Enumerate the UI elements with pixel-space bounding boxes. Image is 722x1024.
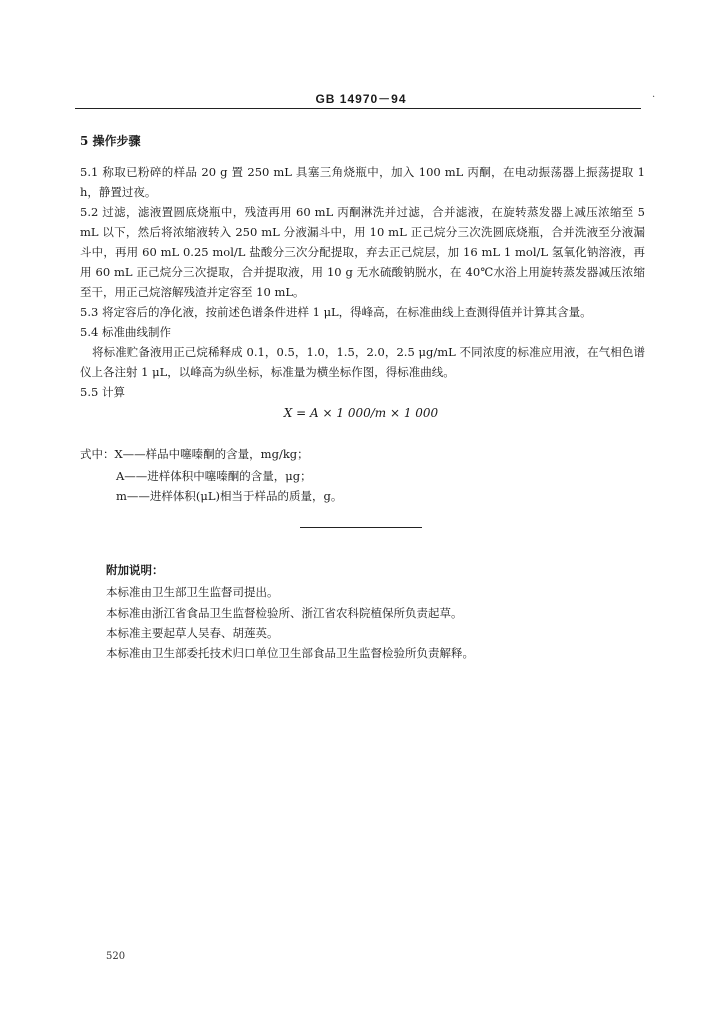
legend-line-m: m——进样体积(μL)相当于样品的质量，g。 [116,489,343,503]
page-number: 520 [106,951,126,962]
notes-title: 附加说明： [106,563,164,577]
header-rule [75,108,641,109]
calculation-formula: X = A × 1 000/m × 1 000 [283,406,439,420]
note-line: 本标准由浙江省食品卫生监督检验所、浙江省农科院植保所负责起草。 [106,606,463,620]
legend-line-a: A——进样体积中噻嗪酮的含量，μg； [116,469,312,483]
corner-mark: · [652,92,656,103]
note-line: 本标准由卫生部卫生监督司提出。 [106,585,279,599]
step-5-1: 5.1 称取已粉碎的样品 20 g 置 250 mL 具塞三角烧瓶中，加入 100 mL 丙酮，在电动振荡器上振荡提取 1 h，静置过夜。 [80,165,645,199]
step-5-2: 5.2 过滤，滤液置圆底烧瓶中，残渣再用 60 mL 丙酮淋洗并过滤，合并滤液，在旋转蒸发器上减压浓缩至 5 mL 以下，然后将浓缩液转入 250 mL 分液漏斗中，用 10 mL 正己烷分三次洗圆底烧瓶，合并洗液至分液漏斗中，再用 60 mL 0.25 mol/L 盐酸分三次分配提取，弃去正己烷层，加 16 mL 1 mol/L 氢氧化钠溶液，再用 60 mL 正己烷分三次提取，合并提取液，用 10 g 无水硫酸钠脱水，在 40℃水浴上用旋转蒸发器减压浓缩至干，用正己烷溶解残渣并定容至 10 mL。 [80,205,645,299]
step-5-5-title: 5.5 计算 [80,385,125,399]
step-5-3: 5.3 将定容后的净化液，按前述色谱条件进样 1 μL，得峰高，在标准曲线上查测得值并计算其含量。 [80,305,592,319]
step-5-4-title: 5.4 标准曲线制作 [80,325,171,339]
section-title: 5 操作步骤 [80,134,141,148]
section-separator [300,527,422,528]
note-line: 本标准主要起草人吴春、胡莲英。 [106,626,279,640]
legend-line-x: 式中：X——样品中噻嗪酮的含量，mg/kg； [80,447,309,461]
note-line: 本标准由卫生部委托技术归口单位卫生部食品卫生监督检验所负责解释。 [106,646,474,660]
step-5-4-body: 将标准贮备液用正己烷稀释成 0.1，0.5，1.0，1.5，2.0，2.5 μg/mL 不同浓度的标准应用液，在气相色谱仪上各注射 1 μL，以峰高为纵坐标，标准量为横坐标作图，得标准曲线。 [80,345,645,379]
standard-code-header: GB 14970－94 [315,92,407,106]
